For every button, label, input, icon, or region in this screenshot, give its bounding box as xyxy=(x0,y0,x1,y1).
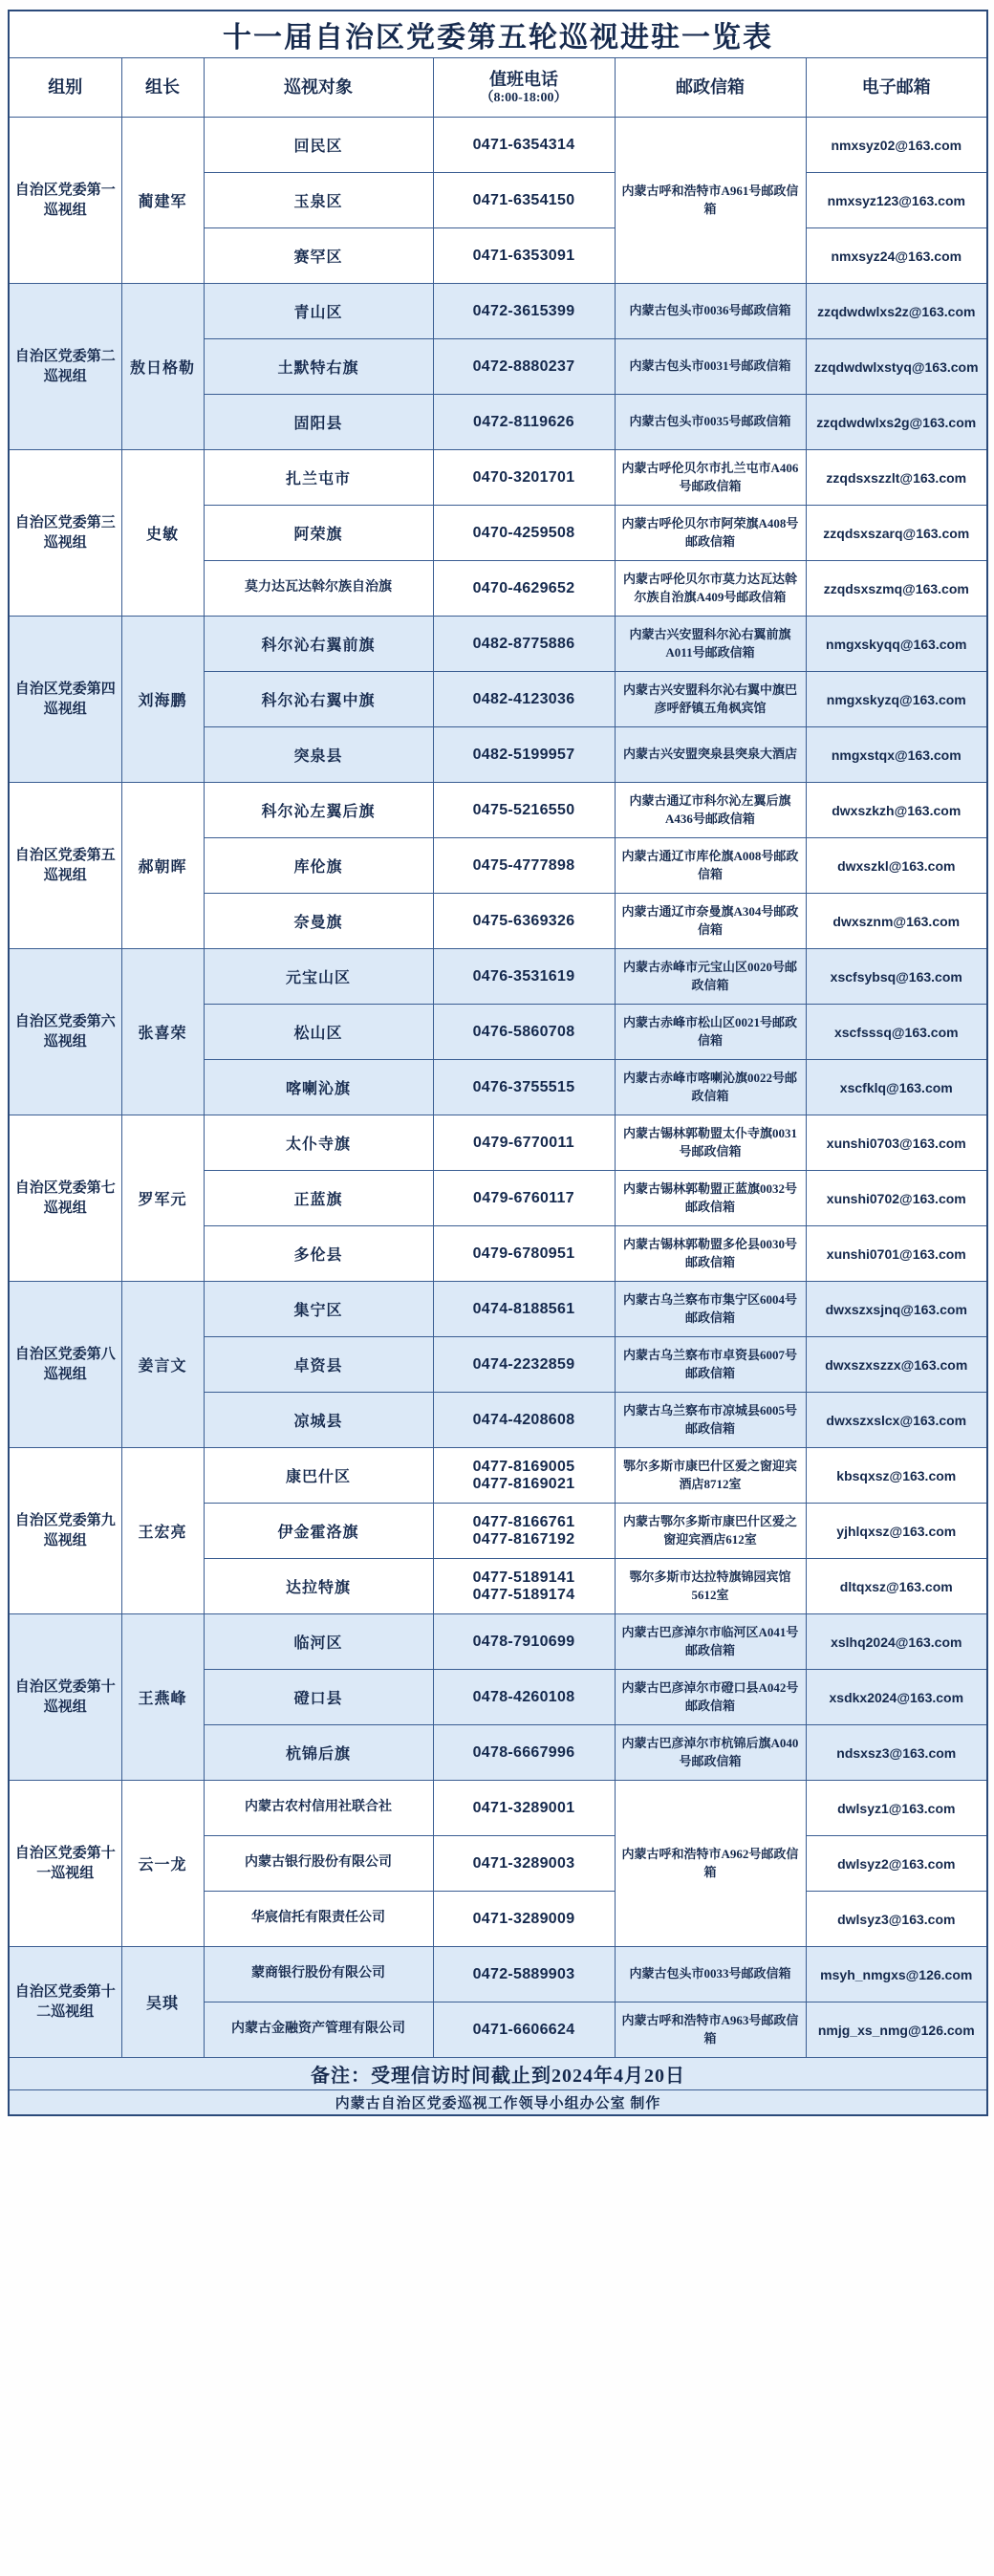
post-box-cell: 内蒙古赤峰市喀喇沁旗0022号邮政信箱 xyxy=(615,1060,806,1115)
phone-cell xyxy=(433,894,615,949)
col-group: 组别 xyxy=(9,58,121,118)
group-cell: 自治区党委第十巡视组 xyxy=(9,1614,121,1781)
phone-cell xyxy=(433,118,615,173)
phone-number: 0475-4777898 xyxy=(472,856,575,874)
target-cell: 科尔沁左翼后旗 xyxy=(204,783,433,838)
phone-number: 0477-8167192 xyxy=(472,1530,575,1548)
phone-number: 0474-2232859 xyxy=(472,1355,575,1373)
email-cell: nmjg_xs_nmg@126.com xyxy=(806,2002,987,2058)
inspection-table xyxy=(8,10,988,2116)
post-box-cell: 内蒙古锡林郭勒盟正蓝旗0032号邮政信箱 xyxy=(615,1171,806,1226)
phone-number: 0476-3755515 xyxy=(472,1078,575,1095)
phone-cell xyxy=(433,1115,615,1171)
phone-number: 0470-3201701 xyxy=(472,468,575,486)
group-cell: 自治区党委第九巡视组 xyxy=(9,1448,121,1614)
email-cell: xunshi0702@163.com xyxy=(806,1171,987,1226)
email-cell: zzqdwdwlxstyq@163.com xyxy=(806,339,987,395)
target-cell: 集宁区 xyxy=(204,1282,433,1337)
leader-cell: 王宏亮 xyxy=(121,1448,204,1614)
phone-cell xyxy=(433,1670,615,1725)
col-post: 邮政信箱 xyxy=(615,58,806,118)
phone-number: 0479-6770011 xyxy=(473,1134,574,1151)
table-row xyxy=(9,1947,987,2002)
table-row xyxy=(9,1282,987,1337)
email-cell: dwxszkzh@163.com xyxy=(806,783,987,838)
footer-row xyxy=(9,2090,987,2116)
phone-cell xyxy=(433,1060,615,1115)
email-cell: xunshi0703@163.com xyxy=(806,1115,987,1171)
post-box-cell: 内蒙古巴彦淖尔市磴口县A042号邮政信箱 xyxy=(615,1670,806,1725)
col-phone-hours: （8:00-18:00） xyxy=(480,91,568,105)
group-cell: 自治区党委第三巡视组 xyxy=(9,450,121,617)
phone-number: 0479-6760117 xyxy=(473,1189,574,1206)
email-cell: nmgxstqx@163.com xyxy=(806,727,987,783)
leader-cell: 刘海鹏 xyxy=(121,617,204,783)
post-box-cell: 内蒙古鄂尔多斯市康巴什区爱之窗迎宾酒店612室 xyxy=(615,1504,806,1559)
post-box-cell: 内蒙古乌兰察布市凉城县6005号邮政信箱 xyxy=(615,1393,806,1448)
post-box-cell: 内蒙古呼伦贝尔市扎兰屯市A406号邮政信箱 xyxy=(615,450,806,506)
post-box-cell: 内蒙古包头市0031号邮政信箱 xyxy=(615,339,806,395)
group-cell: 自治区党委第一巡视组 xyxy=(9,118,121,284)
target-cell: 康巴什区 xyxy=(204,1448,433,1504)
post-box-cell: 内蒙古通辽市奈曼旗A304号邮政信箱 xyxy=(615,894,806,949)
target-cell: 正蓝旗 xyxy=(204,1171,433,1226)
target-cell: 回民区 xyxy=(204,118,433,173)
target-cell: 固阳县 xyxy=(204,395,433,450)
target-cell: 突泉县 xyxy=(204,727,433,783)
email-cell: zzqdwdwlxs2z@163.com xyxy=(806,284,987,339)
target-cell: 内蒙古农村信用社联合社 xyxy=(204,1781,433,1836)
phone-cell xyxy=(433,1282,615,1337)
phone-number: 0477-8166761 xyxy=(472,1513,575,1530)
target-cell: 库伦旗 xyxy=(204,838,433,894)
email-cell: nmgxskyzq@163.com xyxy=(806,672,987,727)
email-cell: xsdkx2024@163.com xyxy=(806,1670,987,1725)
target-cell: 科尔沁右翼中旗 xyxy=(204,672,433,727)
phone-cell xyxy=(433,561,615,617)
target-cell: 多伦县 xyxy=(204,1226,433,1282)
post-box-cell: 内蒙古呼伦贝尔市莫力达瓦达斡尔族自治旗A409号邮政信箱 xyxy=(615,561,806,617)
footer-text: 内蒙古自治区党委巡视工作领导小组办公室 制作 xyxy=(9,2090,987,2116)
phone-cell xyxy=(433,506,615,561)
phone-number: 0474-4208608 xyxy=(472,1411,575,1428)
phone-number: 0478-7910699 xyxy=(472,1633,575,1650)
phone-cell xyxy=(433,838,615,894)
phone-number: 0477-8169021 xyxy=(472,1475,575,1492)
title-row xyxy=(9,11,987,58)
email-cell: dwxszxsjnq@163.com xyxy=(806,1282,987,1337)
phone-number: 0475-5216550 xyxy=(472,801,575,818)
group-cell: 自治区党委第八巡视组 xyxy=(9,1282,121,1448)
phone-cell xyxy=(433,1393,615,1448)
email-cell: xunshi0701@163.com xyxy=(806,1226,987,1282)
phone-cell xyxy=(433,2002,615,2058)
phone-cell xyxy=(433,1725,615,1781)
target-cell: 元宝山区 xyxy=(204,949,433,1005)
target-cell: 青山区 xyxy=(204,284,433,339)
leader-cell: 郝朝晖 xyxy=(121,783,204,949)
target-cell: 杭锦后旗 xyxy=(204,1725,433,1781)
phone-number: 0478-6667996 xyxy=(472,1743,575,1761)
target-cell: 喀喇沁旗 xyxy=(204,1060,433,1115)
leader-cell: 王燕峰 xyxy=(121,1614,204,1781)
phone-cell xyxy=(433,395,615,450)
group-cell: 自治区党委第十二巡视组 xyxy=(9,1947,121,2058)
target-cell: 蒙商银行股份有限公司 xyxy=(204,1947,433,2002)
group-cell: 自治区党委第十一巡视组 xyxy=(9,1781,121,1947)
post-box-cell: 内蒙古锡林郭勒盟太仆寺旗0031号邮政信箱 xyxy=(615,1115,806,1171)
phone-cell xyxy=(433,450,615,506)
post-box-cell: 内蒙古包头市0036号邮政信箱 xyxy=(615,284,806,339)
phone-cell xyxy=(433,1892,615,1947)
post-box-cell: 内蒙古巴彦淖尔市杭锦后旗A040号邮政信箱 xyxy=(615,1725,806,1781)
post-box-cell: 内蒙古乌兰察布市卓资县6007号邮政信箱 xyxy=(615,1337,806,1393)
phone-number: 0472-5889903 xyxy=(472,1965,575,1982)
post-box-cell: 内蒙古兴安盟科尔沁右翼前旗A011号邮政信箱 xyxy=(615,617,806,672)
email-cell: dwlsyz2@163.com xyxy=(806,1836,987,1892)
target-cell: 内蒙古银行股份有限公司 xyxy=(204,1836,433,1892)
phone-number: 0471-6353091 xyxy=(472,247,575,264)
phone-cell xyxy=(433,1947,615,2002)
group-cell: 自治区党委第四巡视组 xyxy=(9,617,121,783)
phone-cell xyxy=(433,949,615,1005)
email-cell: zzqdsxszzlt@163.com xyxy=(806,450,987,506)
phone-number: 0471-3289009 xyxy=(472,1910,575,1927)
target-cell: 卓资县 xyxy=(204,1337,433,1393)
phone-number: 0475-6369326 xyxy=(472,912,575,929)
email-cell: xslhq2024@163.com xyxy=(806,1614,987,1670)
group-cell: 自治区党委第六巡视组 xyxy=(9,949,121,1115)
phone-cell xyxy=(433,617,615,672)
post-box-cell: 内蒙古通辽市科尔沁左翼后旗A436号邮政信箱 xyxy=(615,783,806,838)
header-row xyxy=(9,58,987,118)
table-row xyxy=(9,1448,987,1504)
note-text: 备注：受理信访时间截止到2024年4月20日 xyxy=(9,2058,987,2090)
post-box-cell: 内蒙古乌兰察布市集宁区6004号邮政信箱 xyxy=(615,1282,806,1337)
email-cell: kbsqxsz@163.com xyxy=(806,1448,987,1504)
phone-cell xyxy=(433,672,615,727)
phone-number: 0474-8188561 xyxy=(472,1300,575,1317)
phone-cell xyxy=(433,1337,615,1393)
phone-number: 0479-6780951 xyxy=(472,1245,575,1262)
table-row xyxy=(9,1781,987,1836)
phone-number: 0482-8775886 xyxy=(472,635,575,652)
phone-number: 0471-6354314 xyxy=(472,136,575,153)
table-head xyxy=(9,11,987,118)
target-cell: 达拉特旗 xyxy=(204,1559,433,1614)
target-cell: 赛罕区 xyxy=(204,228,433,284)
email-cell: xscfsybsq@163.com xyxy=(806,949,987,1005)
table-row xyxy=(9,118,987,173)
email-cell: dwxsznm@163.com xyxy=(806,894,987,949)
post-box-cell: 内蒙古呼和浩特市A962号邮政信箱 xyxy=(615,1781,806,1947)
target-cell: 奈曼旗 xyxy=(204,894,433,949)
phone-number: 0472-8119626 xyxy=(473,413,574,430)
phone-number: 0477-5189174 xyxy=(472,1586,575,1603)
table-row xyxy=(9,450,987,506)
leader-cell: 蔺建军 xyxy=(121,118,204,284)
phone-cell xyxy=(433,228,615,284)
post-box-cell: 内蒙古赤峰市元宝山区0020号邮政信箱 xyxy=(615,949,806,1005)
phone-cell xyxy=(433,339,615,395)
page-title: 十一届自治区党委第五轮巡视进驻一览表 xyxy=(9,11,987,58)
post-box-cell: 内蒙古呼和浩特市A963号邮政信箱 xyxy=(615,2002,806,2058)
col-leader: 组长 xyxy=(121,58,204,118)
group-cell: 自治区党委第七巡视组 xyxy=(9,1115,121,1282)
email-cell: dwxszxszzx@163.com xyxy=(806,1337,987,1393)
phone-number: 0478-4260108 xyxy=(472,1688,575,1705)
target-cell: 临河区 xyxy=(204,1614,433,1670)
phone-cell xyxy=(433,783,615,838)
post-box-cell: 内蒙古巴彦淖尔市临河区A041号邮政信箱 xyxy=(615,1614,806,1670)
phone-cell xyxy=(433,727,615,783)
email-cell: nmgxskyqq@163.com xyxy=(806,617,987,672)
phone-number: 0477-5189141 xyxy=(472,1569,575,1586)
email-cell: dwlsyz3@163.com xyxy=(806,1892,987,1947)
email-cell: nmxsyz24@163.com xyxy=(806,228,987,284)
phone-number: 0471-6606624 xyxy=(472,2021,575,2038)
leader-cell: 云一龙 xyxy=(121,1781,204,1947)
phone-number: 0471-3289003 xyxy=(472,1854,575,1872)
target-cell: 内蒙古金融资产管理有限公司 xyxy=(204,2002,433,2058)
leader-cell: 张喜荣 xyxy=(121,949,204,1115)
phone-cell xyxy=(433,1504,615,1559)
target-cell: 土默特右旗 xyxy=(204,339,433,395)
email-cell: yjhlqxsz@163.com xyxy=(806,1504,987,1559)
target-cell: 阿荣旗 xyxy=(204,506,433,561)
leader-cell: 罗军元 xyxy=(121,1115,204,1282)
target-cell: 玉泉区 xyxy=(204,173,433,228)
post-box-cell: 内蒙古兴安盟科尔沁右翼中旗巴彦呼舒镇五角枫宾馆 xyxy=(615,672,806,727)
table-row xyxy=(9,617,987,672)
phone-cell xyxy=(433,1226,615,1282)
leader-cell: 姜言文 xyxy=(121,1282,204,1448)
table-row xyxy=(9,1115,987,1171)
table-foot xyxy=(9,2058,987,2116)
col-email: 电子邮箱 xyxy=(806,58,987,118)
leader-cell: 敖日格勒 xyxy=(121,284,204,450)
post-box-cell: 内蒙古包头市0033号邮政信箱 xyxy=(615,1947,806,2002)
post-box-cell: 内蒙古通辽市库伦旗A008号邮政信箱 xyxy=(615,838,806,894)
phone-cell xyxy=(433,284,615,339)
phone-cell xyxy=(433,173,615,228)
email-cell: zzqdwdwlxs2g@163.com xyxy=(806,395,987,450)
email-cell: dltqxsz@163.com xyxy=(806,1559,987,1614)
post-box-cell: 内蒙古包头市0035号邮政信箱 xyxy=(615,395,806,450)
email-cell: dwxszxslcx@163.com xyxy=(806,1393,987,1448)
table-row xyxy=(9,783,987,838)
col-target: 巡视对象 xyxy=(204,58,433,118)
target-cell: 太仆寺旗 xyxy=(204,1115,433,1171)
phone-cell xyxy=(433,1614,615,1670)
email-cell: ndsxsz3@163.com xyxy=(806,1725,987,1781)
phone-number: 0471-6354150 xyxy=(472,191,575,208)
phone-cell xyxy=(433,1448,615,1504)
email-cell: xscfklq@163.com xyxy=(806,1060,987,1115)
post-box-cell: 内蒙古锡林郭勒盟多伦县0030号邮政信箱 xyxy=(615,1226,806,1282)
target-cell: 扎兰屯市 xyxy=(204,450,433,506)
phone-cell xyxy=(433,1171,615,1226)
email-cell: dwxszkl@163.com xyxy=(806,838,987,894)
note-row xyxy=(9,2058,987,2090)
phone-number: 0470-4629652 xyxy=(472,579,575,596)
phone-number: 0472-8880237 xyxy=(472,357,575,375)
target-cell: 伊金霍洛旗 xyxy=(204,1504,433,1559)
target-cell: 华宸信托有限责任公司 xyxy=(204,1892,433,1947)
phone-number: 0472-3615399 xyxy=(472,302,575,319)
table-row xyxy=(9,949,987,1005)
phone-number: 0470-4259508 xyxy=(472,524,575,541)
phone-number: 0482-4123036 xyxy=(472,690,575,707)
target-cell: 松山区 xyxy=(204,1005,433,1060)
phone-number: 0476-3531619 xyxy=(472,967,575,985)
email-cell: zzqdsxszarq@163.com xyxy=(806,506,987,561)
leader-cell: 吴琪 xyxy=(121,1947,204,2058)
email-cell: dwlsyz1@163.com xyxy=(806,1781,987,1836)
post-box-cell: 鄂尔多斯市康巴什区爱之窗迎宾酒店8712室 xyxy=(615,1448,806,1504)
table-row xyxy=(9,1614,987,1670)
phone-cell xyxy=(433,1559,615,1614)
post-box-cell: 内蒙古赤峰市松山区0021号邮政信箱 xyxy=(615,1005,806,1060)
target-cell: 凉城县 xyxy=(204,1393,433,1448)
table-row xyxy=(9,284,987,339)
group-cell: 自治区党委第二巡视组 xyxy=(9,284,121,450)
col-phone xyxy=(433,58,615,118)
leader-cell: 史敏 xyxy=(121,450,204,617)
email-cell: zzqdsxszmq@163.com xyxy=(806,561,987,617)
email-cell: xscfsssq@163.com xyxy=(806,1005,987,1060)
phone-number: 0477-8169005 xyxy=(472,1458,575,1475)
phone-number: 0471-3289001 xyxy=(472,1799,575,1816)
email-cell: nmxsyz02@163.com xyxy=(806,118,987,173)
target-cell: 莫力达瓦达斡尔族自治旗 xyxy=(204,561,433,617)
phone-number: 0476-5860708 xyxy=(472,1023,575,1040)
phone-number: 0482-5199957 xyxy=(472,746,575,763)
target-cell: 磴口县 xyxy=(204,1670,433,1725)
table-body xyxy=(9,118,987,2058)
post-box-cell: 内蒙古兴安盟突泉县突泉大酒店 xyxy=(615,727,806,783)
post-box-cell: 内蒙古呼伦贝尔市阿荣旗A408号邮政信箱 xyxy=(615,506,806,561)
email-cell: nmxsyz123@163.com xyxy=(806,173,987,228)
email-cell: msyh_nmgxs@126.com xyxy=(806,1947,987,2002)
post-box-cell: 内蒙古呼和浩特市A961号邮政信箱 xyxy=(615,118,806,284)
phone-cell xyxy=(433,1005,615,1060)
phone-cell xyxy=(433,1836,615,1892)
col-phone-label: 值班电话 xyxy=(489,69,558,89)
phone-cell xyxy=(433,1781,615,1836)
group-cell: 自治区党委第五巡视组 xyxy=(9,783,121,949)
post-box-cell: 鄂尔多斯市达拉特旗锦园宾馆5612室 xyxy=(615,1559,806,1614)
target-cell: 科尔沁右翼前旗 xyxy=(204,617,433,672)
